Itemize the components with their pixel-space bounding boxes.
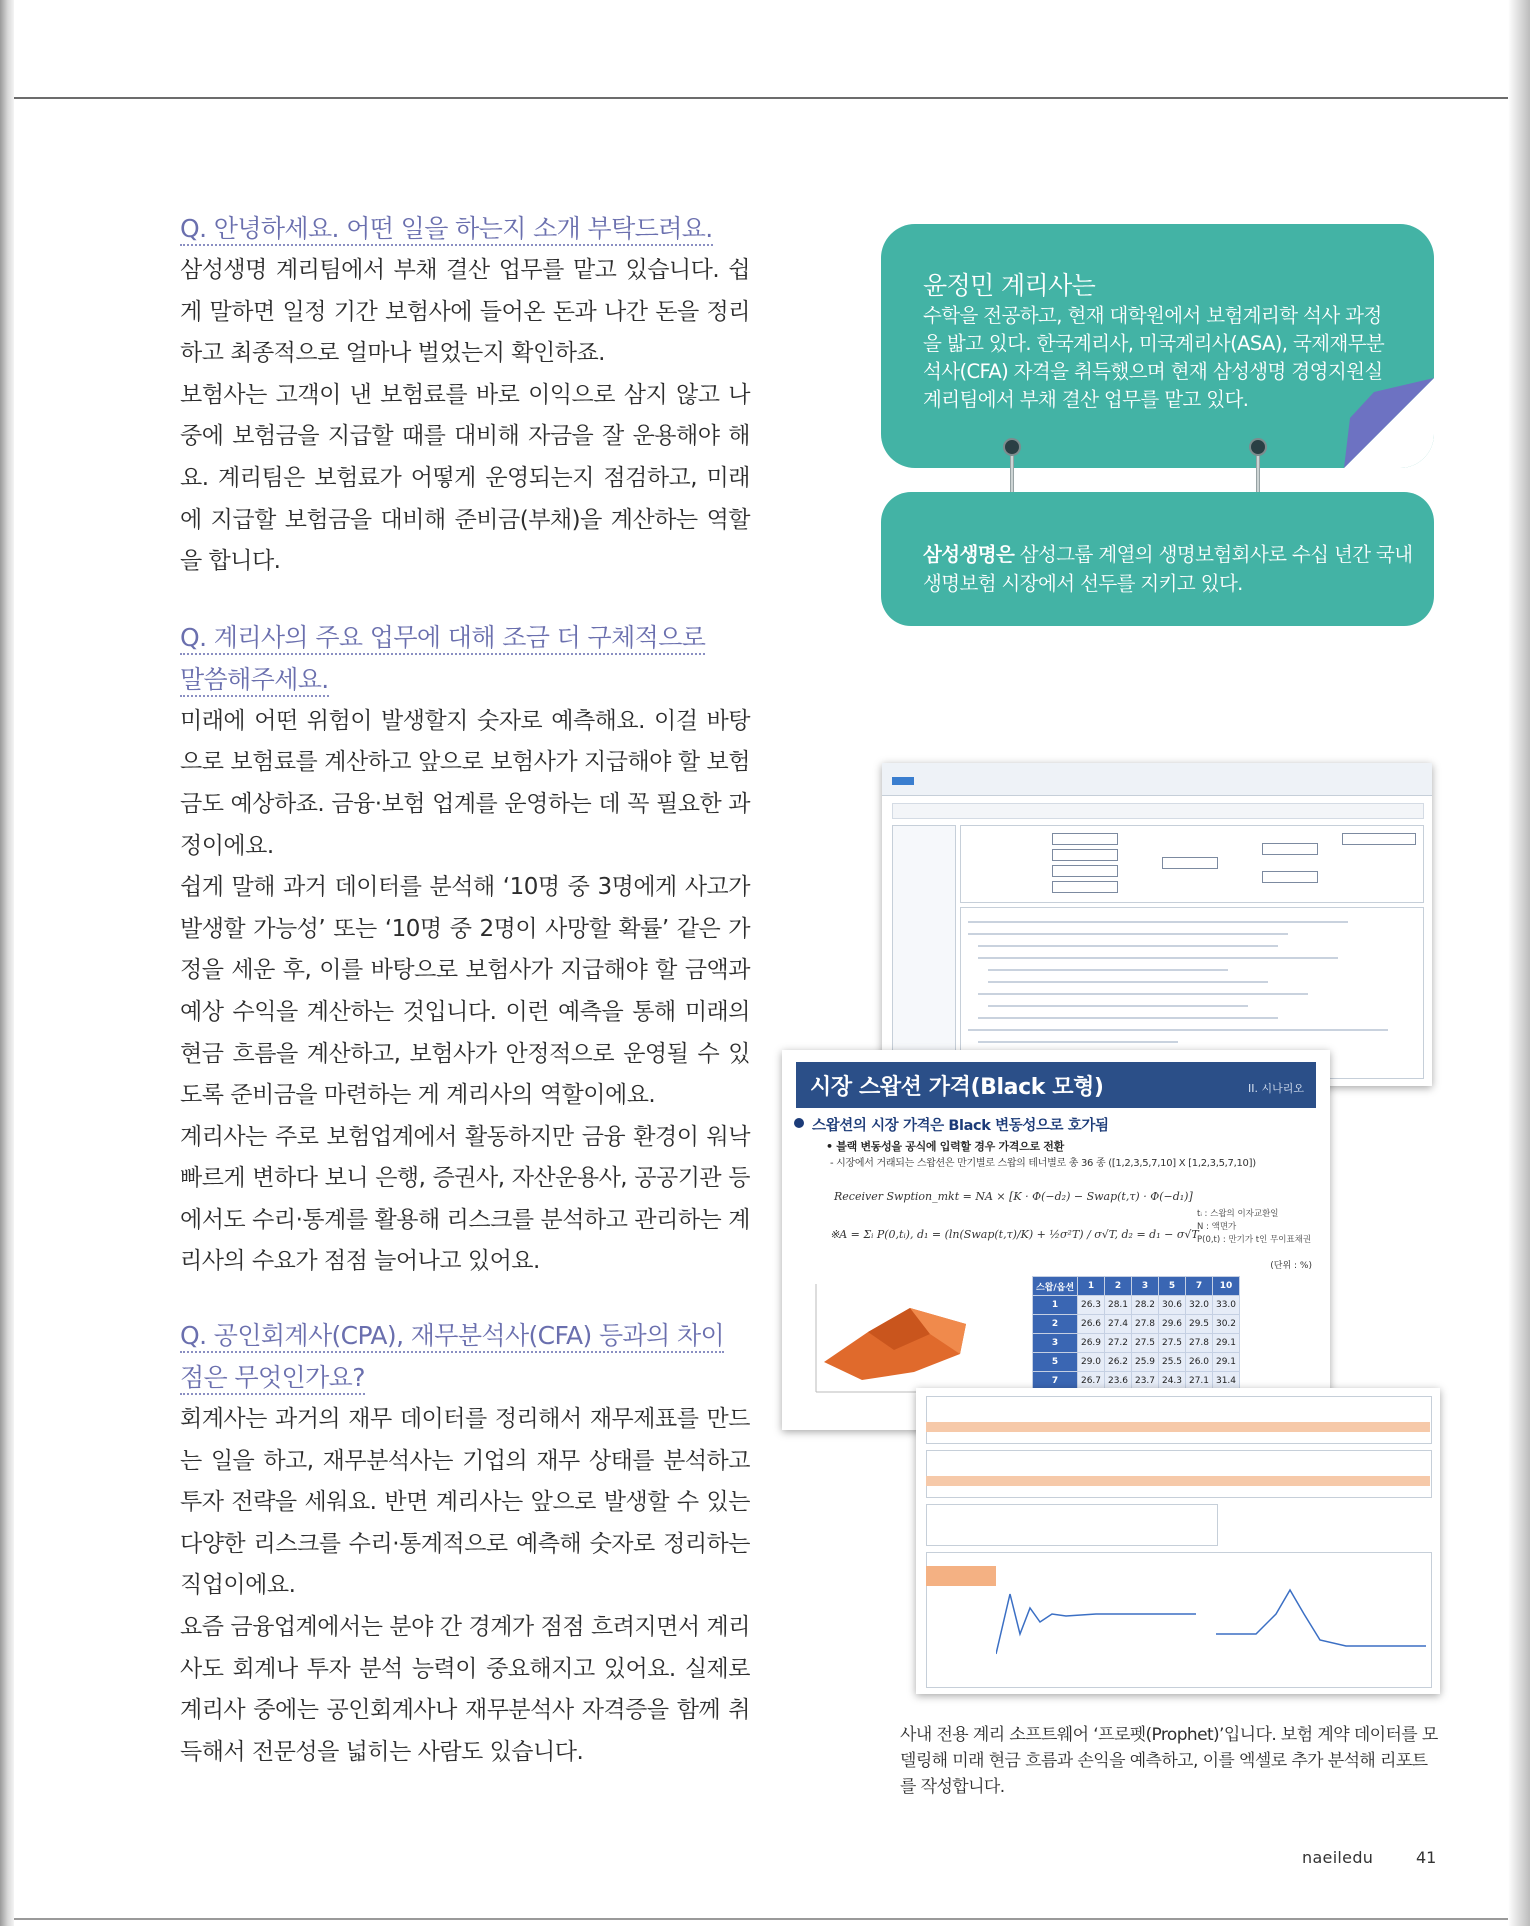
table-row: 3 26.9 27.2 27.5 27.5 27.8 29.1 (1033, 1334, 1240, 1353)
interview-column (180, 208, 750, 1773)
question-heading-1: Q. 안녕하세요. 어떤 일을 하는지 소개 부탁드려요. (180, 208, 750, 250)
d1-formula: ※A = Σᵢ P(0,tᵢ), d₁ = (ln(Swap(t,τ)/K) + ½σ²T) / σ√T, d₂ = d₁ − σ√T (830, 1228, 1199, 1241)
answer-paragraph: 삼성생명 계리팀에서 부채 결산 업무를 맡고 있습니다. 쉽게 말하면 일정 기간 보험사에 들어온 돈과 나간 돈을 정리하고 최종적으로 얼마나 벌었는지 확인하죠. (180, 257, 750, 367)
profile-description: 수학을 전공하고, 현재 대학원에서 보험계리학 석사 과정을 밟고 있다. 한국계리사, 미국계리사(ASA), 국제재무분석사(CFA) 자격을 취득했으며 현재 삼성생명 경영지원실 계리팀에서 부채 결산 업무를 맡고 있다. (923, 304, 1385, 411)
answer-paragraph: 보험사는 고객이 낸 보험료를 바로 이익으로 삼지 않고 나중에 보험금을 지급할 때를 대비해 자금을 잘 운용해야 해요. 계리팀은 보험료가 어떻게 운영되는지 점검하고, 미래에 지급할 보험금을 대비해 준비금(부채)을 계산하는 역할을 합니다. (180, 381, 750, 575)
slide-bullet: 스왑션의 시장 가격은 Black 변동성으로 호가됨 (812, 1114, 1109, 1135)
company-card (881, 492, 1434, 626)
swaption-slide-screenshot (782, 1050, 1330, 1430)
answer-paragraph: 요즘 금융업계에서는 분야 간 경계가 점점 흐려지면서 계리사도 회계나 투자 분석 능력이 중요해지고 있어요. 실제로 계리사 중에는 공인회계사나 재무분석사 자격증을 함께 취득해서 전문성을 넓히는 사람도 있습니다. (180, 1614, 750, 1765)
page-fold-icon (1344, 378, 1434, 468)
table-row: 7 26.7 23.6 23.7 24.3 27.1 31.4 (1033, 1372, 1240, 1391)
page-edge-shadow (1508, 0, 1530, 1926)
model-tree-panel (892, 825, 956, 1079)
profile-card (881, 224, 1434, 468)
binder-hole-icon (1003, 438, 1021, 456)
prophet-software-screenshot (882, 763, 1432, 1086)
footer-brand: naeiledu (1302, 1848, 1374, 1867)
answer-paragraph: 미래에 어떤 위험이 발생할지 숫자로 예측해요. 이걸 바탕으로 보험료를 계산하고 앞으로 보험사가 지급해야 할 보험금도 예상하죠. 금융·보험 업계를 운영하는 데 꼭 필요한 과정이에요. (180, 707, 750, 859)
top-divider (14, 97, 1508, 99)
table-unit: (단위 : %) (1270, 1261, 1312, 1271)
slide-subpoint: - 시장에서 거래되는 스왑션은 만기별로 스왑의 테너별로 총 36 종 ([1,2,3,5,7,10] X [1,2,3,5,7,10]) (830, 1158, 1256, 1169)
slide-section-tag: II. 시나리오 (1248, 1082, 1304, 1095)
bottom-divider (14, 1918, 1508, 1920)
table-row: 2 26.6 27.4 27.8 29.6 29.5 30.2 (1033, 1315, 1240, 1334)
profile-name: 윤정민 계리사는 (923, 271, 1096, 300)
cashflow-line-chart (996, 1574, 1196, 1664)
answer-paragraph: 계리사는 주로 보험업계에서 활동하지만 금융 환경이 워낙 빠르게 변하다 보니 은행, 증권사, 자산운용사, 공공기관 등에서도 수리·통계를 활용해 리스크를 분석하고 관리하는 계리사의 수요가 점점 늘어나고 있어요. (180, 1123, 750, 1275)
slide-subpoint: • 블랙 변동성을 공식에 입력할 경우 가격으로 전환 (826, 1140, 1064, 1153)
slide-title: 시장 스왑션 가격(Black 모형) (810, 1075, 1104, 1100)
volatility-table: 스왑/옵션 1 2 3 5 7 10 1 26.3 28.1 28.2 30.6 32.0 33.0 2 26.6 27.4 27.8 29.6 29.5 30.2 3 26.9 27.2 27.5 27.5 27.8 29.1 5 29.0 26.2 25.9 25.5 26.0 29.1 7 26.7 23.6 23.7 24.3 27.1 31.4 (1032, 1276, 1240, 1391)
binder-hole-icon (1249, 438, 1267, 456)
screenshot-caption: 사내 전용 계리 소프트웨어 ‘프로펫(Prophet)’입니다. 보험 계약 데이터를 모델링해 미래 현금 흐름과 손익을 예측하고, 이를 엑셀로 추가 분석해 리포트를 작성합니다. (900, 1725, 1438, 1797)
table-row: 5 29.0 26.2 25.9 25.5 26.0 29.1 (1033, 1353, 1240, 1372)
cashflow-line-chart (1216, 1574, 1426, 1664)
table-row: 1 26.3 28.1 28.2 30.6 32.0 33.0 (1033, 1296, 1240, 1315)
formula-notes: tᵢ : 스왑의 이자교환일 N : 액면가 P(0,t) : 만기가 t인 무이표채권 (1197, 1209, 1312, 1245)
answer-paragraph: 회계사는 과거의 재무 데이터를 정리해서 재무제표를 만드는 일을 하고, 재무분석사는 기업의 재무 상태를 분석하고 투자 전략을 세워요. 반면 계리사는 앞으로 발생할 수 있는 다양한 리스크를 수리·통계적으로 예측해 숫자로 정리하는 직업이에요. (180, 1406, 750, 1599)
question-heading-2: Q. 계리사의 주요 업무에 대해 조금 더 구체적으로 말씀해주세요. (180, 617, 750, 701)
swaption-formula: Receiver Swption_mkt = NA × [K · Φ(−d₂) − Swap(t,τ) · Φ(−d₁)] (834, 1190, 1193, 1203)
company-description: 삼성생명은 삼성그룹 계열의 생명보험회사로 수십 년간 국내 생명보험 시장에서 선두를 지키고 있다. (923, 543, 1413, 595)
excel-report-screenshot (916, 1388, 1440, 1694)
question-heading-3: Q. 공인회계사(CPA), 재무분석사(CFA) 등과의 차이 점은 무엇인가요? (180, 1315, 750, 1399)
page-gutter-shadow (0, 0, 14, 1926)
volatility-surface-chart (810, 1274, 980, 1404)
answer-paragraph: 쉽게 말해 과거 데이터를 분석해 ‘10명 중 3명에게 사고가 발생할 가능성’ 또는 ‘10명 중 2명이 사망할 확률’ 같은 가정을 세운 후, 이를 바탕으로 보험사가 지급해야 할 금액과 예상 수익을 계산하는 것입니다. 이런 예측을 통해 미래의 현금 흐름을 계산하고, 보험사가 안정적으로 운영될 수 있도록 준비금을 마련하는 게 계리사의 역할이에요. (180, 874, 750, 1109)
slide-title-bar (796, 1062, 1316, 1108)
page-number: 41 (1416, 1848, 1437, 1867)
